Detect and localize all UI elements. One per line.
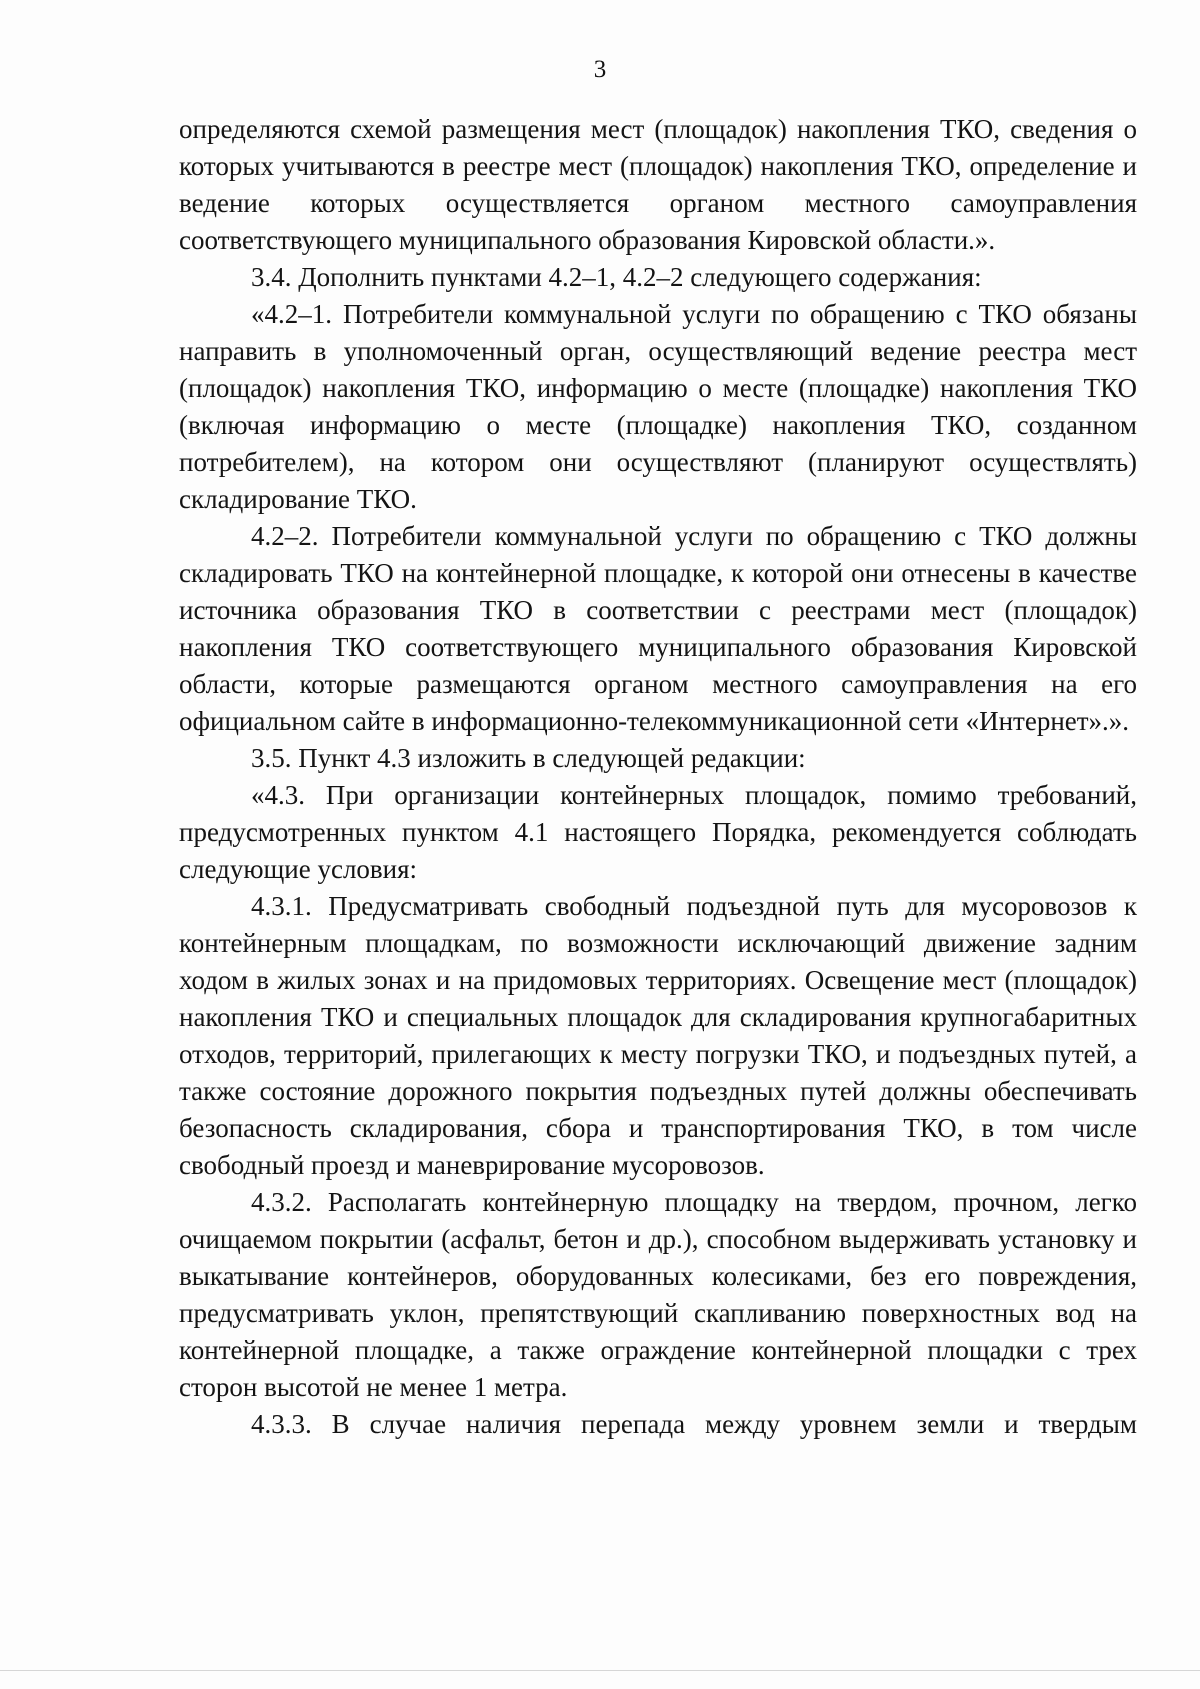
paragraph-4-2-1: «4.2–1. Потребители коммунальной услуги по обращению с ТКО обязаны направить в уполномоченный орган, осуществляющий ведение реестра мест (площадок) накопления ТКО, информацию о месте (площадке) накопления ТКО (включая информацию о месте (площадке) накопления ТКО, созданном потребителем), на котором они осуществляют (планируют осуществлять) складирование ТКО. [179,299,1137,514]
page-number: 3 [593,56,607,83]
paragraph-4-3-2: 4.3.2. Располагать контейнерную площадку на твердом, прочном, легко очищаемом покрытии (асфальт, бетон и др.), способном выдерживать установку и выкатывание контейнеров, оборудованных колесиками, без его повреждения, предусматривать уклон, препятствующий скапливанию поверхностных вод на контейнерной площадке, а также ограждение контейнерной площадки с трех сторон высотой не менее 1 метра. [179,1187,1137,1402]
paragraph-3-4: 3.4. Дополнить пунктами 4.2–1, 4.2–2 следующего содержания: [251,262,982,292]
paragraph-4-2-2: 4.2–2. Потребители коммунальной услуги по обращению с ТКО должны складировать ТКО на контейнерной площадке, к которой они отнесены в качестве источника образования ТКО в соответствии с реестрами мест (площадок) накопления ТКО соответствующего муниципального образования Кировской области, которые размещаются органом местного самоуправления на его официальном сайте в информационно-телекоммуникационной сети «Интернет».». [179,521,1137,736]
scan-bottom-edge [0,1670,1200,1671]
document-body [179,111,1137,1443]
paragraph-4-3-1: 4.3.1. Предусматривать свободный подъездной путь для мусоровозов к контейнерным площадкам, по возможности исключающий движение задним ходом в жилых зонах и на придомовых территориях. Освещение мест (площадок) накопления ТКО и специальных площадок для складирования крупногабаритных отходов, территорий, прилегающих к месту погрузки ТКО, и подъездных путей, а также состояние дорожного покрытия подъездных путей должны обеспечивать безопасность складирования, сбора и транспортирования ТКО, в том числе свободный проезд и маневрирование мусоровозов. [179,891,1137,1180]
paragraph-4-3-3: 4.3.3. В случае наличия перепада между уровнем земли и твердым [251,1409,1137,1439]
paragraph-4-3: «4.3. При организации контейнерных площадок, помимо требований, предусмотренных пунктом 4.1 настоящего Порядка, рекомендуется соблюдать следующие условия: [179,780,1137,884]
paragraph-continuation: определяются схемой размещения мест (площадок) накопления ТКО, сведения о которых учитываются в реестре мест (площадок) накопления ТКО, определение и ведение которых осуществляется органом местного самоуправления соответствующего муниципального образования Кировской области.». [179,114,1137,255]
paragraph-3-5: 3.5. Пункт 4.3 изложить в следующей редакции: [251,743,806,773]
